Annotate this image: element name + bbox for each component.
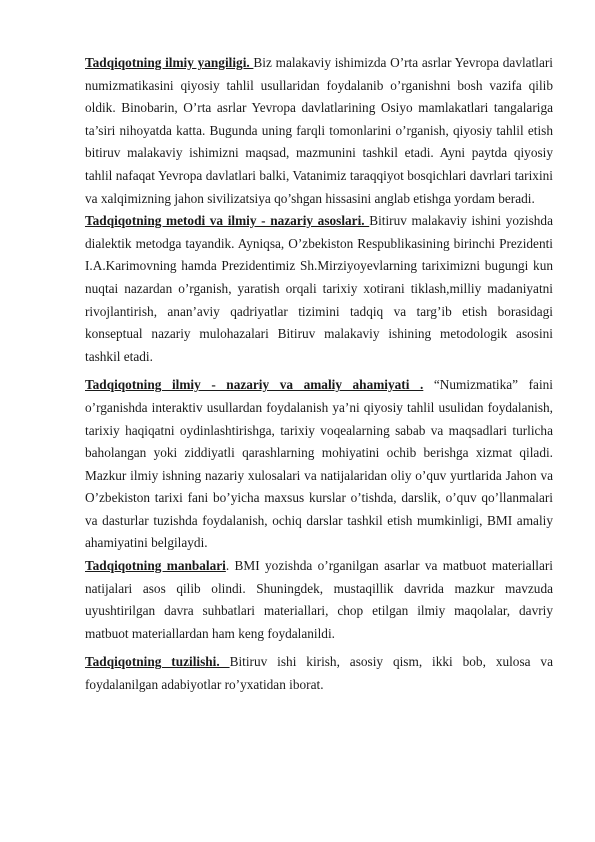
section-scientific-novelty [85, 52, 553, 210]
document-page [85, 52, 553, 697]
section-heading: Tadqiqotning ilmiy - nazariy va amaliy ahamiyati . [85, 377, 424, 393]
section-heading: Tadqiqotning ilmiy yangiligi. [85, 55, 254, 70]
section-significance [85, 374, 553, 555]
section-body: Bitiruv ishi kirish, asosiy qism, ikki bob, xulosa va foydalanilgan adabiyotlar ro’yxatidan iborat. [85, 654, 553, 693]
section-body: Biz malakaviy ishimizda O’rta asrlar Yevropa davlatlari numizmatikasini qiyosiy tahlil usullaridan foydalanib o’rganishni bosh vazifa qilib oldik. Binobarin, O’rta asrlar Yevropa davlatlarining Osiyo mamlakatlari tangalariga ta’siri nihoyatda katta. Bugunda uning farqli tomonlarini o’rganish, qiyosiy tahlil etish bitiruv malakaviy ishimizni maqsad, mazmunini tashkil etadi. Ayni paytda qiyosiy tahlil nafaqat Yevropa davlatlari balki, Vatanimiz taraqqiyot bosqichlari davrlari tarixini va xalqimizning jahon sivilizatsiya qo’shgan hissasini anglab etishga yordam beradi. [85, 55, 553, 206]
section-methods [85, 210, 553, 368]
section-heading: Tadqiqotning tuzilishi. [85, 654, 230, 670]
section-heading: Tadqiqotning metodi va ilmiy - nazariy asoslari. [85, 213, 370, 229]
section-body: Bitiruv malakaviy ishini yozishda dialektik metodga tayandik. Ayniqsa, O’zbekiston Respublikasining birinchi Prezidenti I.A.Karimovning hamda Prezidentimiz Sh.Mirziyoyevlarning tariximizni bugungi kun nuqtai nazardan o’rganish, yaratish orqali tarixiy xotirani tiklash,milliy madaniyatni rivojlantirish, anan’aviy qadriyatlar tizimini tadqiq va targ’ib etish borasidagi konseptual nazariy mulohazalari Bitiruv malakaviy ishining metodologik asosini tashkil etadi. [85, 213, 553, 364]
section-structure [85, 651, 553, 696]
section-body: “Numizmatika” faini o’rganishda interaktiv usullardan foydalanish ya’ni qiyosiy tahlil usulidan foydalanish, tarixiy haqiqatni oydinlashtirishga, tarixiy voqealarning sabab va maqsadlari turlicha baholangan yoki ziddiyatli qarashlarning mohiyatini ochib berishga xizmat qiladi. Mazkur ilmiy ishning nazariy xulosalari va natijalaridan oliy o’quv yurtlarida Jahon va O’zbekiston tarixi fani bo’yicha maxsus kurslar o’tishda, darslik, o’quv qo’llanmalari va dasturlar tuzishda foydalanish, ochiq darslar tashkil etish mumkinligi, BMI amaliy ahamiyatini belgilaydi. [85, 377, 553, 551]
section-sources [85, 555, 553, 645]
section-body: . BMI yozishda o’rganilgan asarlar va matbuot materiallari natijalari asos qilib olindi. Shuningdek, mustaqillik davrida mazkur mavzuda uyushtirilgan davra suhbatlari materiallari, chop etilgan ilmiy maqolalar, davriy matbuot materiallardan ham keng foydalanildi. [85, 558, 553, 641]
section-heading: Tadqiqotning manbalari [85, 558, 226, 574]
